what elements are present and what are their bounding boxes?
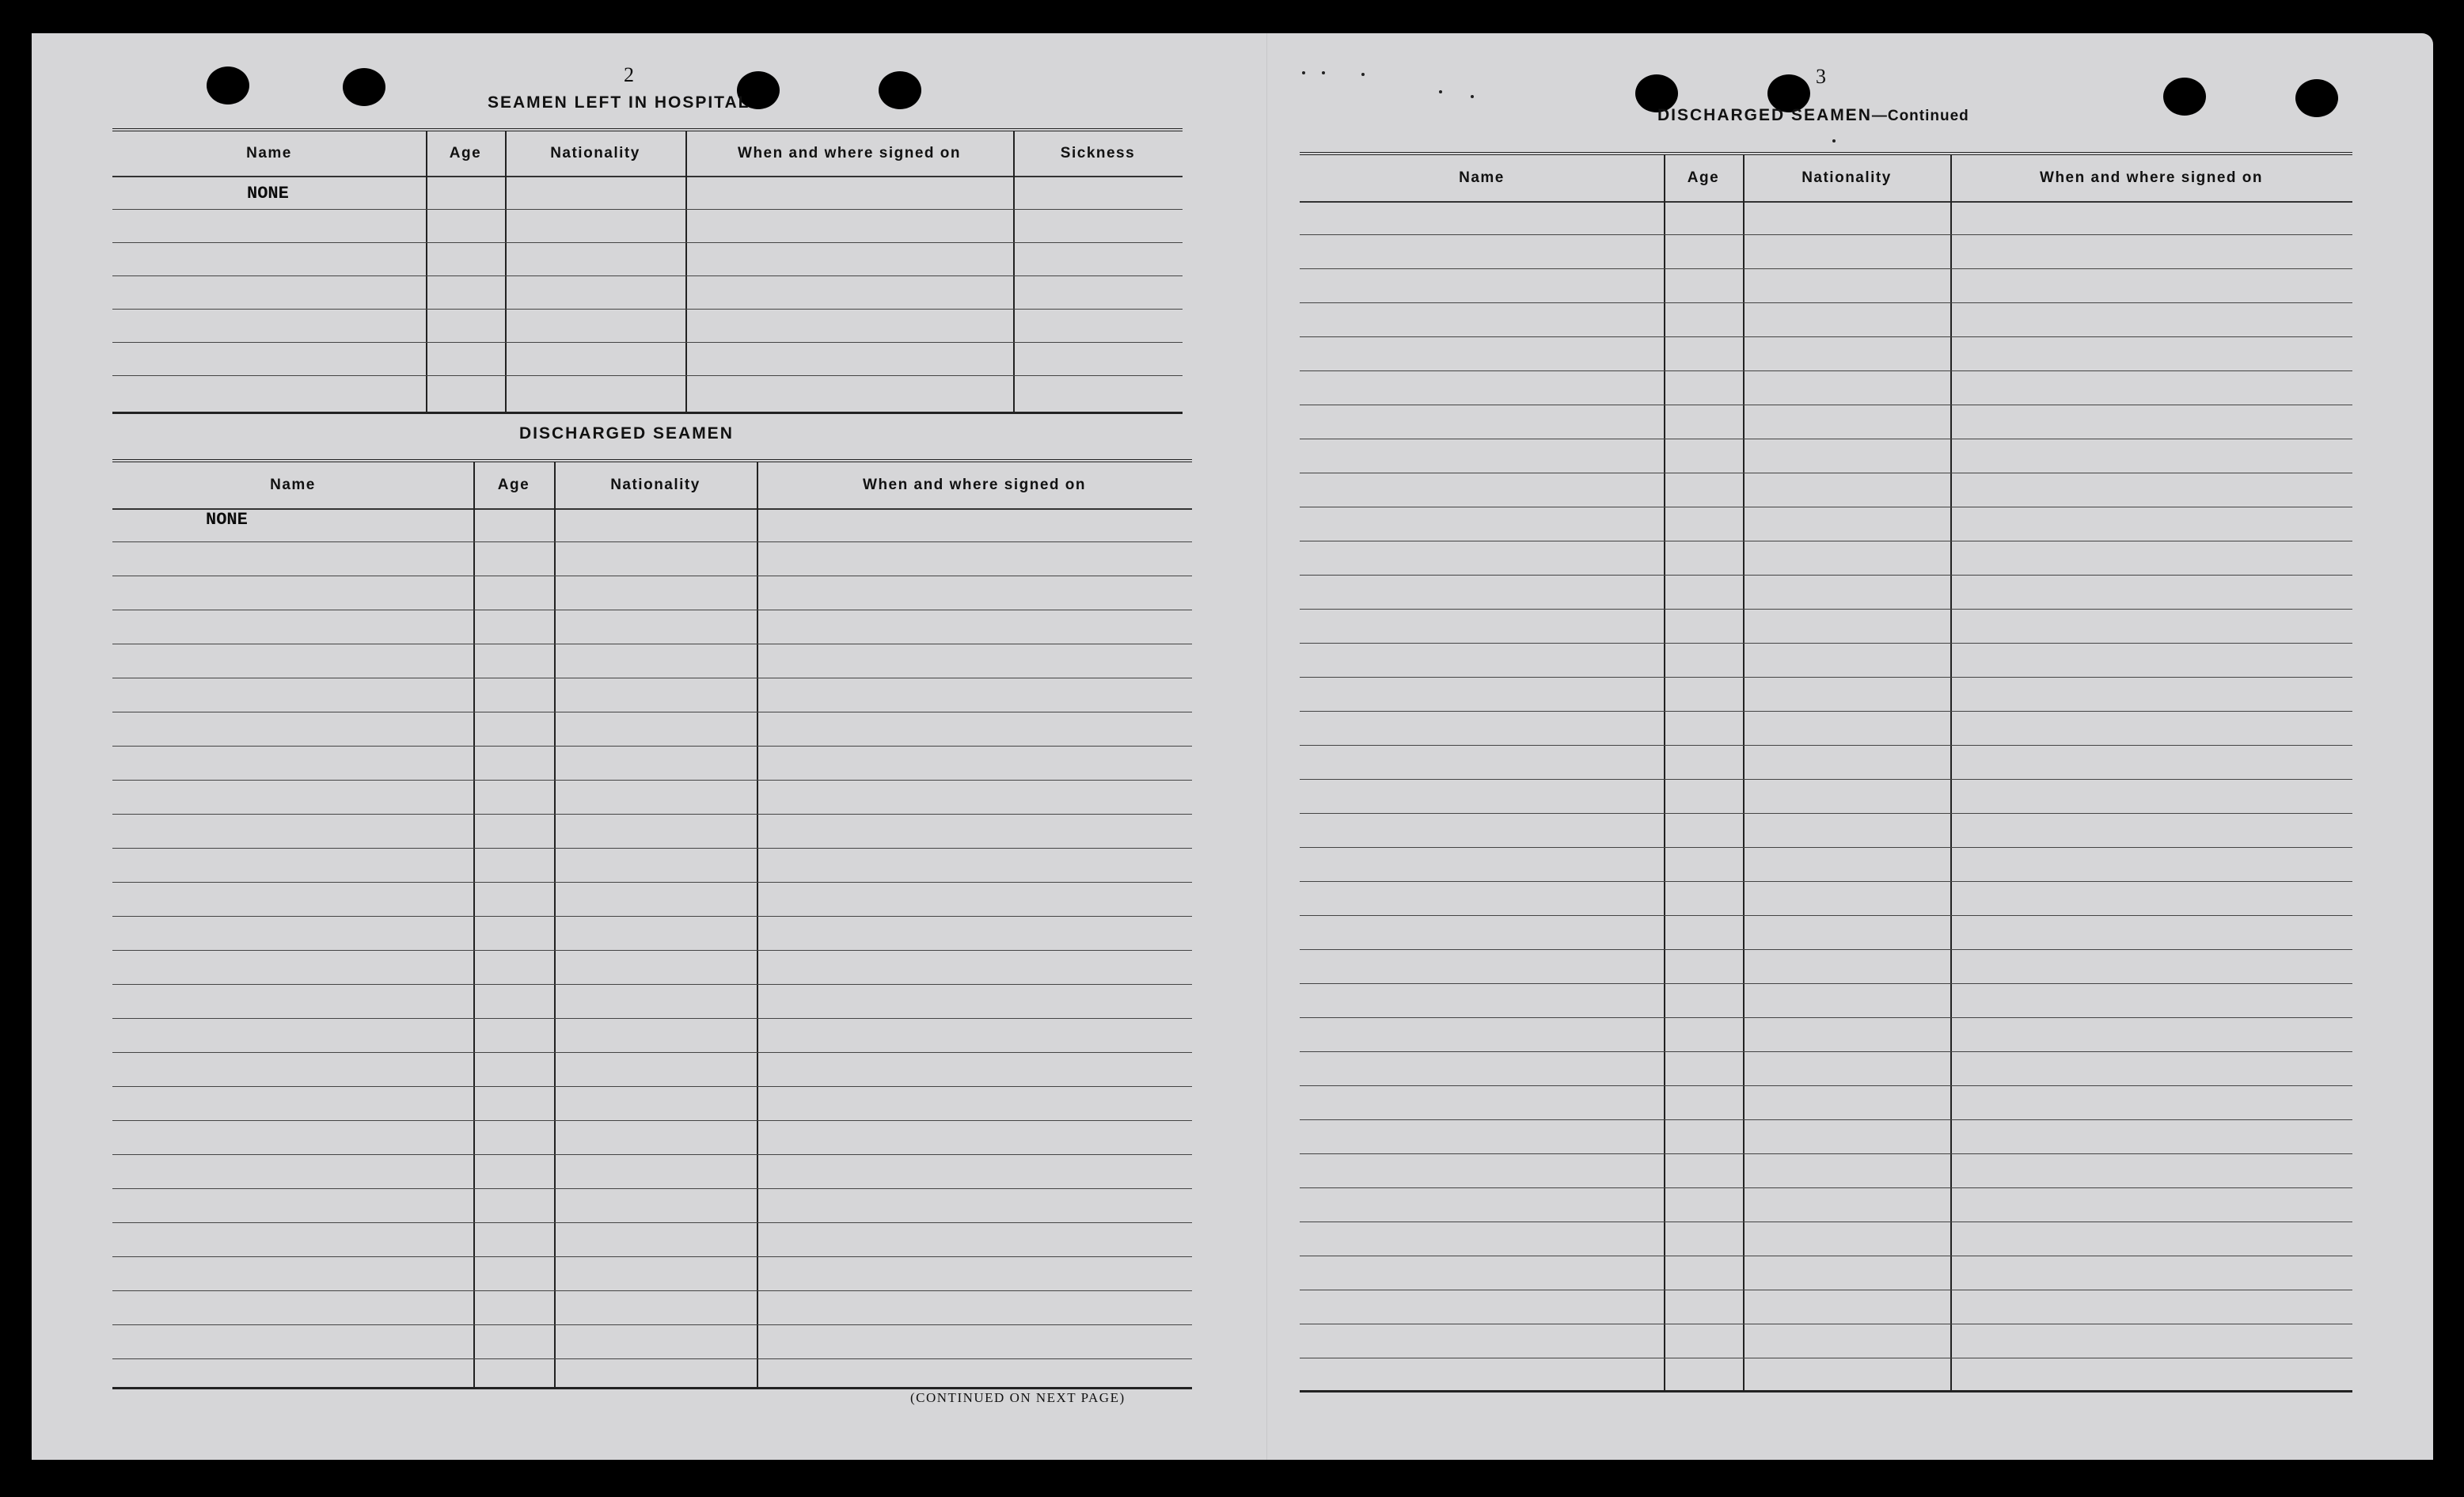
continued-col-signed-on: When and where signed on: [2040, 169, 2263, 186]
column-divider: [1013, 131, 1015, 412]
punch-hole: [2163, 78, 2206, 116]
row-rule: [112, 814, 1192, 815]
row-rule: [1300, 302, 2352, 303]
row-rule: [112, 1086, 1192, 1087]
punch-hole: [879, 71, 921, 109]
row-rule: [112, 1018, 1192, 1019]
row-rule: [112, 780, 1192, 781]
discharged-continued-title-main: DISCHARGED SEAMEN: [1657, 106, 1872, 124]
row-rule: [1300, 1051, 2352, 1052]
discharged-col-nationality: Nationality: [610, 477, 700, 493]
discharged-col-age: Age: [497, 477, 530, 493]
hospital-entry-none: NONE: [247, 184, 289, 203]
hospital-section-title: SEAMEN LEFT IN HOSPITAL: [488, 93, 750, 112]
row-rule: [112, 275, 1183, 276]
row-rule: [112, 242, 1183, 243]
row-rule: [1300, 847, 2352, 848]
speck: [1302, 71, 1305, 74]
row-rule: [1300, 983, 2352, 984]
hospital-table: [112, 128, 1183, 414]
continued-col-nationality: Nationality: [1801, 169, 1892, 186]
discharged-continued-title-suffix: —Continued: [1871, 108, 1969, 124]
discharged-col-name: Name: [270, 477, 316, 493]
row-rule: [112, 1154, 1192, 1155]
speck: [1361, 73, 1365, 76]
row-rule: [1300, 336, 2352, 337]
page-number-left: 2: [624, 63, 635, 86]
row-rule: [1300, 575, 2352, 576]
page-number-right: 3: [1816, 65, 1827, 88]
row-rule: [112, 342, 1183, 343]
discharged-continued-table: [1300, 152, 2352, 1393]
row-rule: [112, 1052, 1192, 1053]
punch-hole: [207, 66, 249, 104]
row-rule: [112, 746, 1192, 747]
hospital-col-age: Age: [449, 145, 482, 161]
row-rule: [1300, 915, 2352, 916]
row-rule: [112, 1324, 1192, 1325]
speck: [1322, 71, 1325, 74]
row-rule: [1300, 643, 2352, 644]
row-rule: [1300, 1085, 2352, 1086]
column-divider: [1950, 155, 1952, 1390]
row-rule: [1300, 268, 2352, 269]
hospital-col-name: Name: [246, 145, 292, 161]
row-rule: [1300, 1153, 2352, 1154]
column-divider: [554, 462, 556, 1387]
row-rule: [112, 1256, 1192, 1257]
row-rule: [112, 541, 1192, 542]
row-rule: [1300, 779, 2352, 780]
row-rule: [112, 1188, 1192, 1189]
hospital-col-nationality: Nationality: [550, 145, 640, 161]
speck: [1471, 95, 1474, 98]
row-rule: [1300, 370, 2352, 371]
hospital-col-signed-on: When and where signed on: [738, 145, 961, 161]
row-rule: [112, 882, 1192, 883]
row-rule: [112, 1222, 1192, 1223]
row-rule: [1300, 1187, 2352, 1188]
row-rule: [112, 984, 1192, 985]
column-divider: [757, 462, 758, 1387]
punch-hole: [343, 68, 385, 106]
row-rule: [112, 1120, 1192, 1121]
continued-col-age: Age: [1687, 169, 1720, 186]
row-rule: [1300, 677, 2352, 678]
discharged-continued-title: [1657, 106, 1969, 125]
row-rule: [1300, 609, 2352, 610]
page-fold: [1266, 33, 1267, 1460]
discharged-entry-none: NONE: [206, 510, 248, 530]
speck: [1439, 90, 1442, 93]
speck: [1832, 139, 1836, 142]
discharged-section-title: DISCHARGED SEAMEN: [519, 424, 734, 443]
document-sheet: [32, 33, 2433, 1460]
row-rule: [112, 950, 1192, 951]
row-rule: [112, 848, 1192, 849]
row-rule: [1300, 711, 2352, 712]
column-divider: [473, 462, 475, 1387]
row-rule: [1300, 1017, 2352, 1018]
continued-col-name: Name: [1459, 169, 1505, 186]
row-rule: [1300, 745, 2352, 746]
continued-footer: (CONTINUED ON NEXT PAGE): [910, 1390, 1126, 1405]
row-rule: [1300, 881, 2352, 882]
row-rule: [1300, 949, 2352, 950]
row-rule: [112, 209, 1183, 210]
hospital-col-sickness: Sickness: [1060, 145, 1136, 161]
discharged-table: [112, 459, 1192, 1389]
row-rule: [1300, 234, 2352, 235]
column-divider: [426, 131, 427, 412]
row-rule: [112, 309, 1183, 310]
column-divider: [1743, 155, 1745, 1390]
row-rule: [112, 1358, 1192, 1359]
discharged-col-signed-on: When and where signed on: [863, 477, 1086, 493]
column-divider: [1664, 155, 1665, 1390]
row-rule: [112, 1290, 1192, 1291]
row-rule: [1300, 1119, 2352, 1120]
row-rule: [112, 375, 1183, 376]
column-divider: [505, 131, 507, 412]
punch-hole: [2295, 79, 2338, 117]
row-rule: [1300, 813, 2352, 814]
row-rule: [112, 916, 1192, 917]
column-divider: [685, 131, 687, 412]
